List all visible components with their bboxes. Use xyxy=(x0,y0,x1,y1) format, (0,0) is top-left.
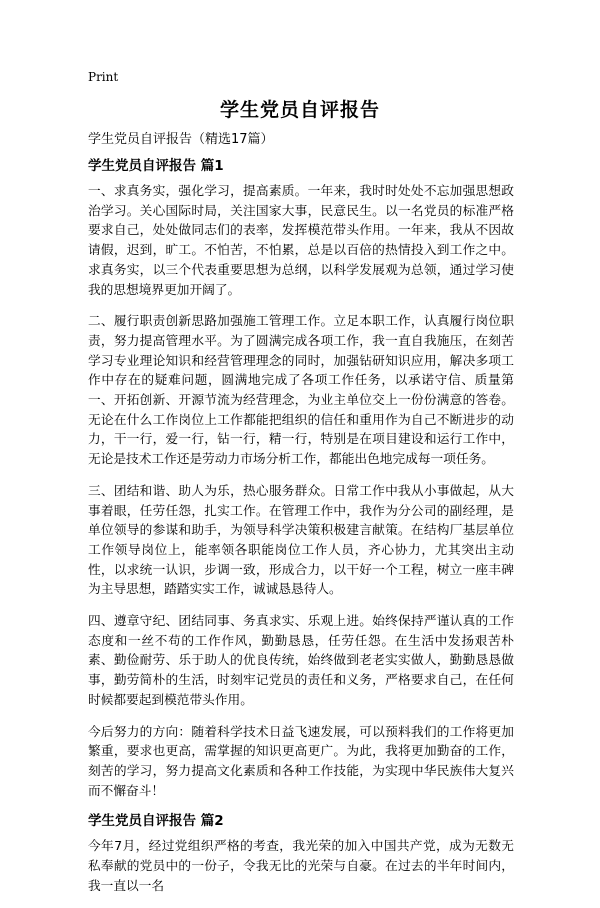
paragraph: 一、求真务实，强化学习，提高素质。一年来，我时时处处不忘加强思想政治学习。关心国际时局，关注国家大事，民意民生。以一名党员的标准严格要求自己，处处做同志们的表率，发挥模范带头作用。一年来，我从不因故请假，迟到，旷工。不怕苦，不怕累，总是以百倍的热情投入到工作之中。求真务实，以三个代表重要思想为总纲，以科学发展观为总领，通过学习使我的思想境界更加开阔了。 xyxy=(88,183,514,297)
section-2 xyxy=(88,812,514,895)
section-heading: 学生党员自评报告 篇2 xyxy=(88,813,224,830)
section-1 xyxy=(88,157,514,800)
page-title: 学生党员自评报告 xyxy=(219,99,380,121)
document-subtitle: 学生党员自评报告（精选17篇） xyxy=(88,132,274,147)
section-heading: 学生党员自评报告 篇1 xyxy=(88,158,224,174)
paragraph: 四、遵章守纪、团结同事、务真求实、乐观上进。始终保持严谨认真的工作态度和一丝不苟的工作作风，勤勤恳恳，任劳任怨。在生活中发扬艰苦朴素、勤俭耐劳、乐于助人的优良传统，始终做到老老实实做人，勤勤恳恳做事，勤劳简朴的生活，时刻牢记党员的责任和义务，严格要求自己，在任何时候都要起到模范带头作用。 xyxy=(88,613,514,707)
paragraph: 今后努力的方向：随着科学技术日益飞速发展，可以预料我们的工作将更加繁重，要求也更高，需掌握的知识更高更广。为此，我将更加勤奋的工作，刻苦的学习，努力提高文化素质和各种工作技能，为实现中华民族伟大复兴而不懈奋斗！ xyxy=(88,723,514,798)
paragraph: 二、履行职责创新思路加强施工管理工作。立足本职工作，认真履行岗位职责，努力提高管理水平。为了圆满完成各项工作，我一直自我施压，在刻苦学习专业理论知识和经营管理理念的同时，加强钻研知识应用，解决多项工作中存在的疑难问题，圆满地完成了各项工作任务，以承诺守信、质量第一、开拓创新、开源节流为经营理念，为业主单位交上一份份满意的答卷。无论在什么工作岗位上工作都能把组织的信任和重用作为自己不断进步的动力，干一行，爱一行，钻一行，精一行，特别是在项目建设和运行工作中，无论是技术工作还是劳动力市场分析工作，都能出色地完成每一项任务。 xyxy=(88,313,514,467)
print-label: Print xyxy=(88,70,119,84)
paragraph: 三、团结和谐、助人为乐，热心服务群众。日常工作中我从小事做起，从大事着眼，任劳任怨，扎实工作。在管理工作中，我作为分公司的副经理，是单位领导的参谋和助手，为领导科学决策积极建言献策。在结构厂基层单位工作领导岗位上，能率领各职能岗位工作人员，齐心协力，尤其突出主动性，以求统一认识，步调一致，形成合力，以干好一个工程，树立一座丰碑为主导思想，踏踏实实工作，诚诚恳恳待人。 xyxy=(88,482,514,597)
paragraph: 今年7月，经过党组织严格的考查，我光荣的加入中国共产党，成为无数无私奉献的党员中的一份子，令我无比的光荣与自豪。在过去的半年时间内，我一直以一名 xyxy=(88,838,514,893)
document-body xyxy=(88,131,514,908)
